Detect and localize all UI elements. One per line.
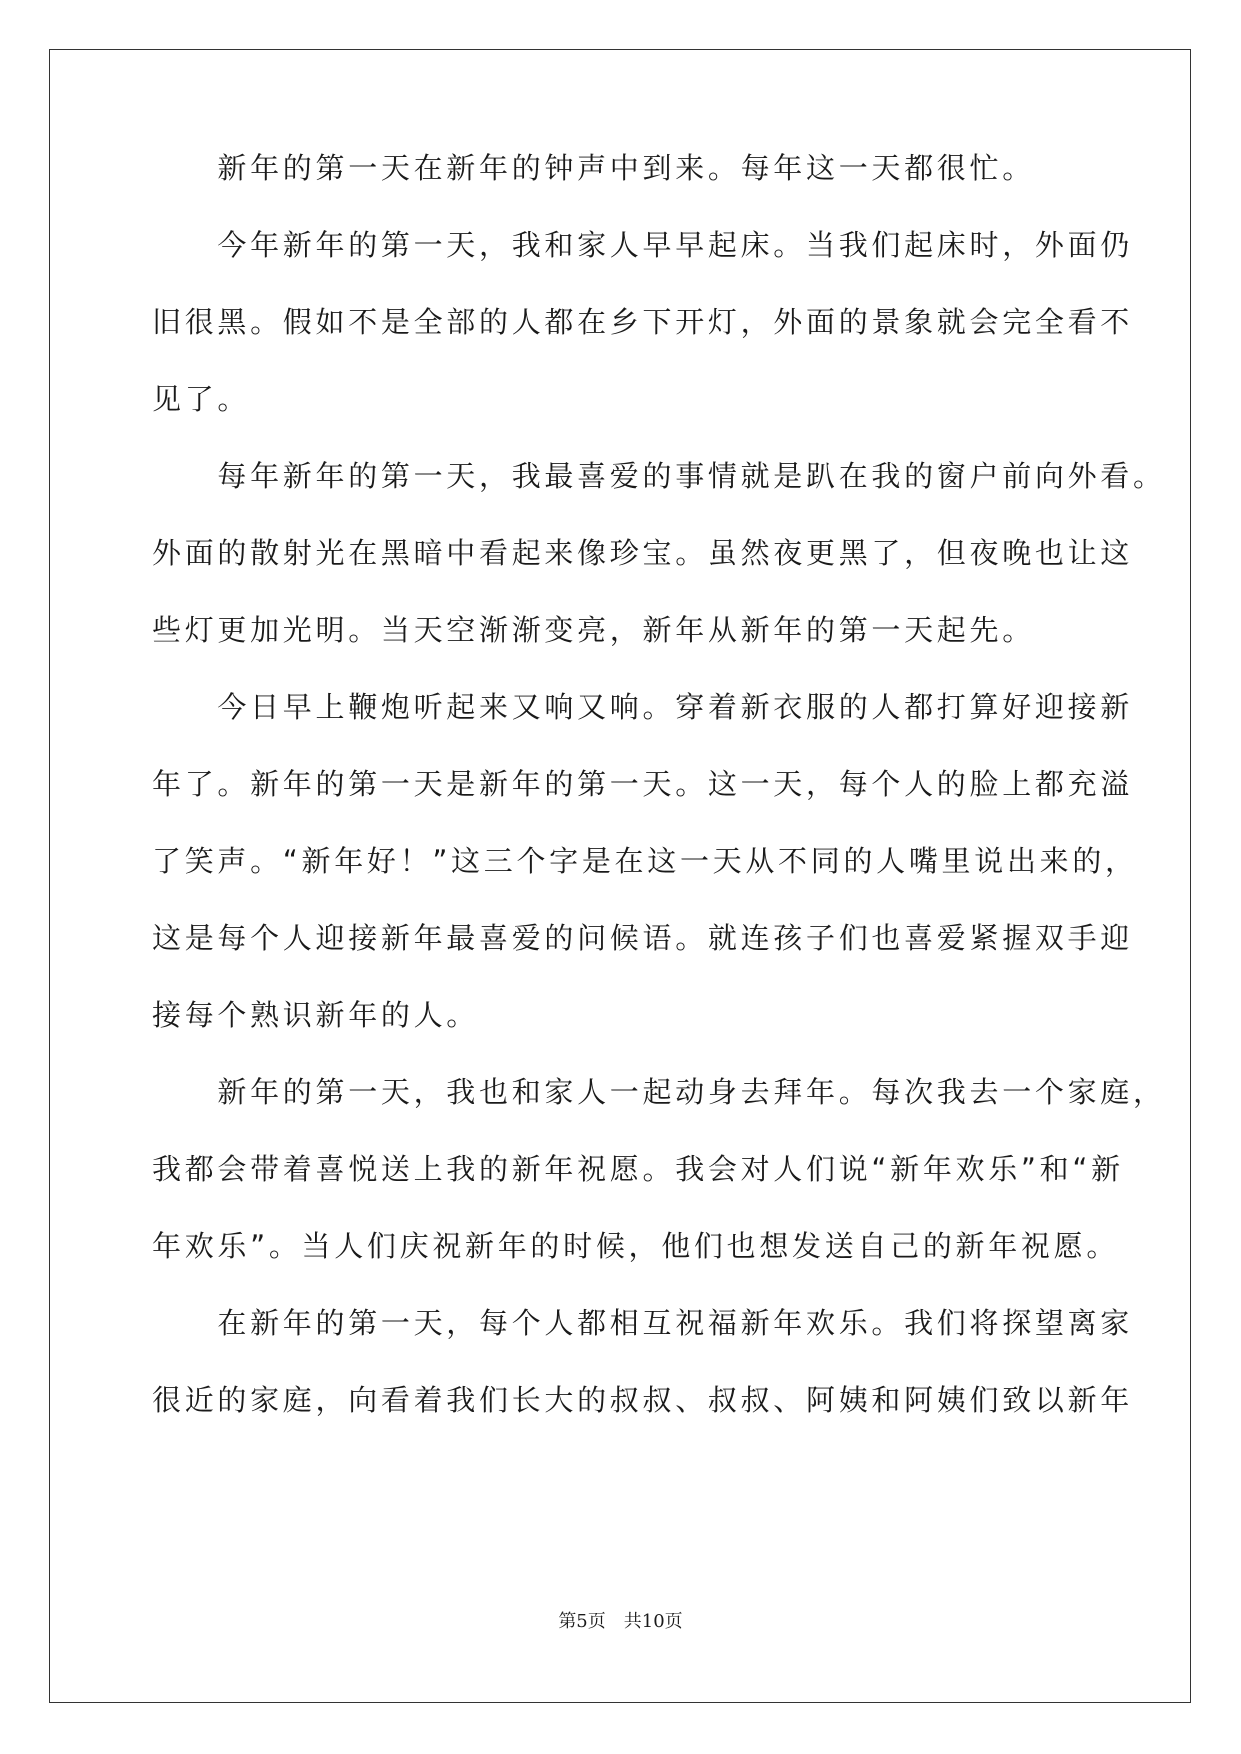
text-line: 今年新年的第一天，我和家人早早起床。当我们起床时，外面仍 [152, 228, 1134, 262]
text-line: 这是每个人迎接新年最喜爱的问候语。就连孩子们也喜爱紧握双手迎 [152, 921, 1134, 955]
text-line: 些灯更加光明。当天空渐渐变亮，新年从新年的第一天起先。 [152, 613, 1035, 647]
text-line: 了笑声。“新年好！”这三个字是在这一天从不同的人嘴里说出来的， [152, 844, 1138, 878]
page-number: 第5页 共10页 [558, 1611, 683, 1632]
text-line: 我都会带着喜悦送上我的新年祝愿。我会对人们说“新年欢乐”和“新 [152, 1152, 1124, 1186]
text-line: 很近的家庭，向看着我们长大的叔叔、叔叔、阿姨和阿姨们致以新年 [152, 1383, 1134, 1417]
text-line: 新年的第一天，我也和家人一起动身去拜年。每次我去一个家庭， [152, 1075, 1166, 1109]
text-line: 见了。 [152, 382, 251, 416]
text-line: 年了。新年的第一天是新年的第一天。这一天，每个人的脸上都充溢 [152, 767, 1134, 801]
text-line: 外面的散射光在黑暗中看起来像珍宝。虽然夜更黑了，但夜晚也让这 [152, 536, 1134, 570]
text-line: 新年的第一天在新年的钟声中到来。每年这一天都很忙。 [152, 151, 1035, 185]
page-footer [0, 1607, 1241, 1633]
text-line: 年欢乐”。当人们庆祝新年的时候，他们也想发送自己的新年祝愿。 [152, 1229, 1120, 1263]
text-line: 每年新年的第一天，我最喜爱的事情就是趴在我的窗户前向外看。 [152, 459, 1166, 493]
text-line: 今日早上鞭炮听起来又响又响。穿着新衣服的人都打算好迎接新 [152, 690, 1134, 724]
text-line: 旧很黑。假如不是全部的人都在乡下开灯，外面的景象就会完全看不 [152, 305, 1134, 339]
text-line: 在新年的第一天，每个人都相互祝福新年欢乐。我们将探望离家 [152, 1306, 1134, 1340]
text-line: 接每个熟识新年的人。 [152, 998, 480, 1032]
